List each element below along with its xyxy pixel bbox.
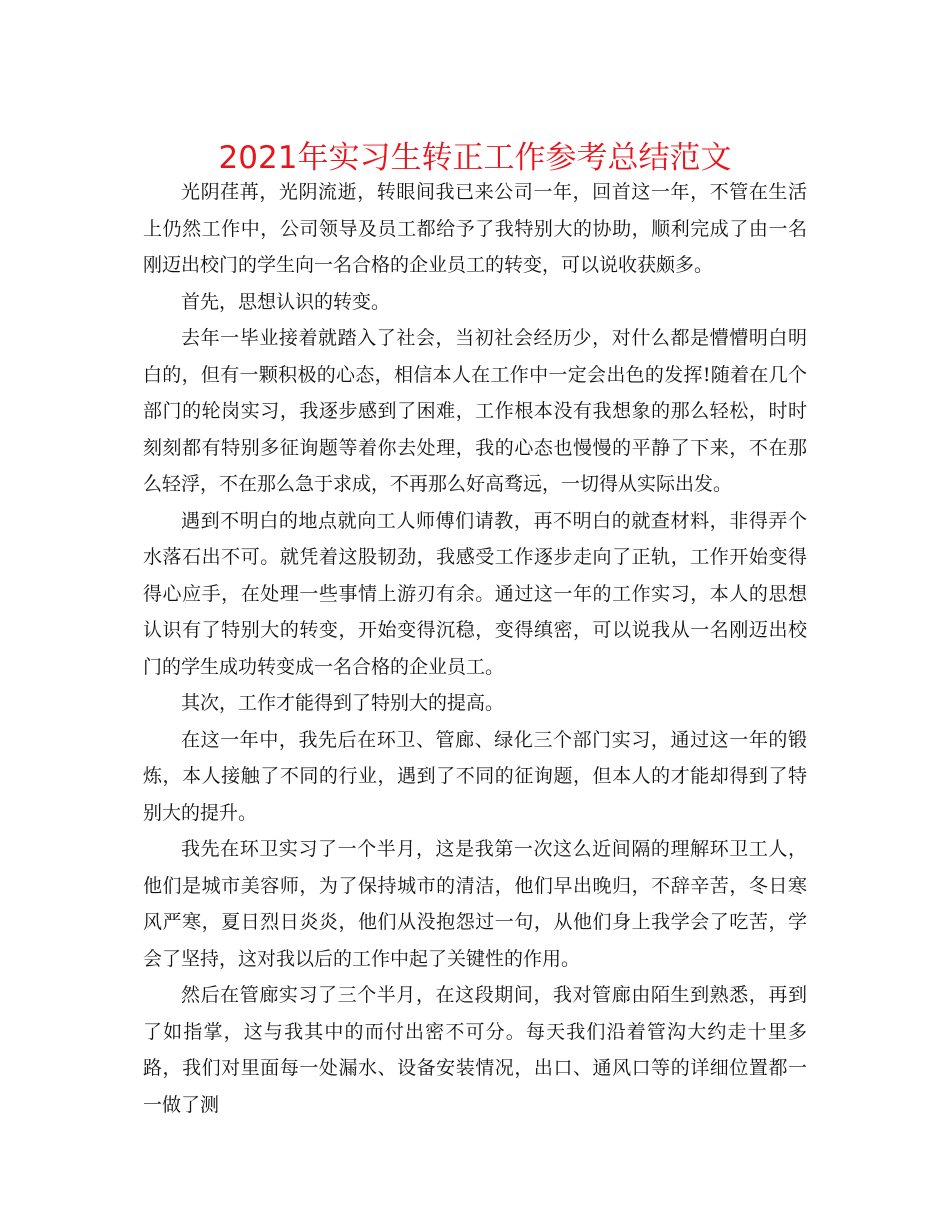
paragraph-learning: 遇到不明白的地点就向工人师傅们请教，再不明白的就查材料，非得弄个水落石出不可。就凭着这股韧劲，我感受工作逐步走向了正轨，工作开始变得得心应手，在处理一些事情上游刃有余。通过这一年的工作实习，本人的思想认识有了特别大的转变，开始变得沉稳，变得缜密，可以说我从一名刚迈出校门的学生成功转变成一名合格的企业员工。 bbox=[143, 509, 807, 678]
paragraph-intro: 光阴荏苒，光阴流逝，转眼间我已来公司一年，回首这一年，不管在生活上仍然工作中，公司领导及员工都给予了我特别大的协助，顺利完成了由一名刚迈出校门的学生向一名合格的企业员工的转变，可以说收获颇多。 bbox=[143, 181, 807, 276]
paragraph-heading-ability: 其次，工作才能得到了特别大的提高。 bbox=[181, 692, 505, 714]
paragraph-pipe-gallery: 然后在管廊实习了三个半月，在这段期间，我对管廊由陌生到熟悉，再到了如指掌，这与我其中的而付出密不可分。每天我们沿着管沟大约走十里多路，我们对里面每一处漏水、设备安装情况，出口、通风口等的详细位置都一一做了测 bbox=[143, 984, 807, 1116]
document-title: 2021年实习生转正工作参考总结范文 bbox=[218, 140, 732, 176]
document-body bbox=[143, 174, 807, 1123]
paragraph-sanitation: 我先在环卫实习了一个半月，这是我第一次这么近间隔的理解环卫工人，他们是城市美容师，为了保持城市的清洁，他们早出晚归，不辞辛苦，冬日寒风严寒，夏日烈日炎炎，他们从没抱怨过一句，从他们身上我学会了吃苦，学会了坚持，这对我以后的工作中起了关键性的作用。 bbox=[143, 838, 807, 970]
paragraph-heading-thinking: 首先，思想认识的转变。 bbox=[181, 290, 391, 313]
paragraph-last-year: 去年一毕业接着就踏入了社会，当初社会经历少，对什么都是懵懵明白明白的，但有一颗积极的心态，相信本人在工作中一定会出色的发挥!随着在几个部门的轮岗实习，我逐步感到了困难，工作根本没有我想象的那么轻松，时时刻刻都有特别多征询题等着你去处理，我的心态也慢慢的平静了下来，不在那么轻浮，不在那么急于求成，不再那么好高骛远，一切得从实际出发。 bbox=[143, 327, 807, 495]
paragraph-departments: 在这一年中，我先后在环卫、管廊、绿化三个部门实习，通过这一年的锻炼，本人接触了不同的行业，遇到了不同的征询题，但本人的才能却得到了特别大的提升。 bbox=[143, 728, 807, 824]
